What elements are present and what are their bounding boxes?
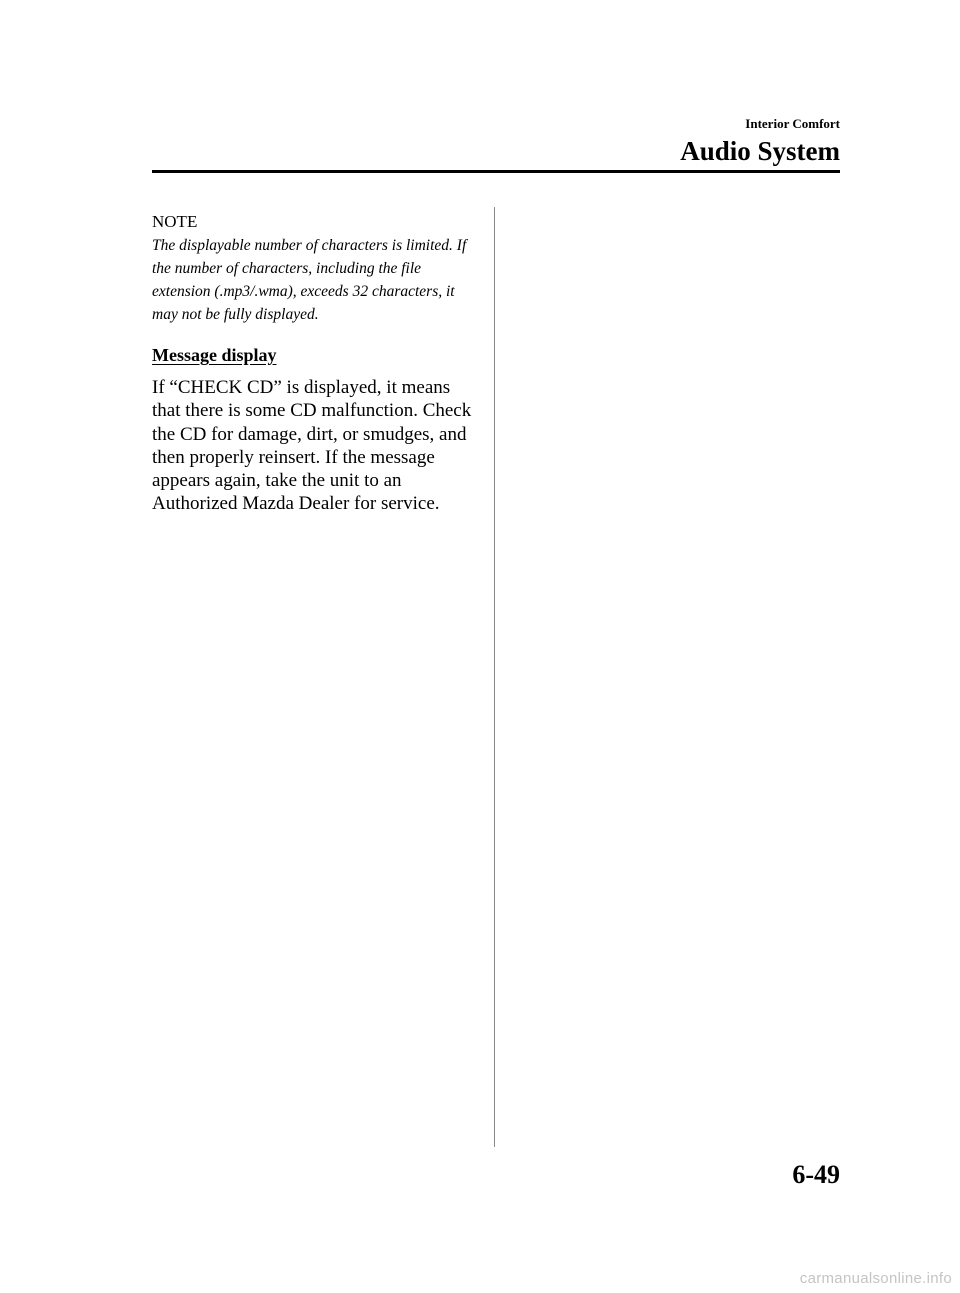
page-title: Audio System [680,136,840,166]
page-number: 6-49 [792,1160,840,1189]
column-divider [494,207,495,1147]
left-column [152,212,472,516]
header-rule [152,170,840,173]
note-text: The displayable number of characters is limited. If the number of characters, including the file extension (.mp3/.wma), exceeds 32 characters, it may not be fully displayed. [152,237,467,323]
section-heading-message-display: Message display [152,345,277,365]
watermark: carmanualsonline.info [799,1270,952,1287]
note-label: NOTE [152,212,198,231]
message-display-body: If “CHECK CD” is displayed, it means that there is some CD malfunction. Check the CD for damage, dirt, or smudges, and then properly reinsert. If the message appears again, take the unit to an Authorized Mazda Dealer for service. [152,377,472,515]
page-header [680,116,840,165]
header-section-label: Interior Comfort [745,116,840,131]
